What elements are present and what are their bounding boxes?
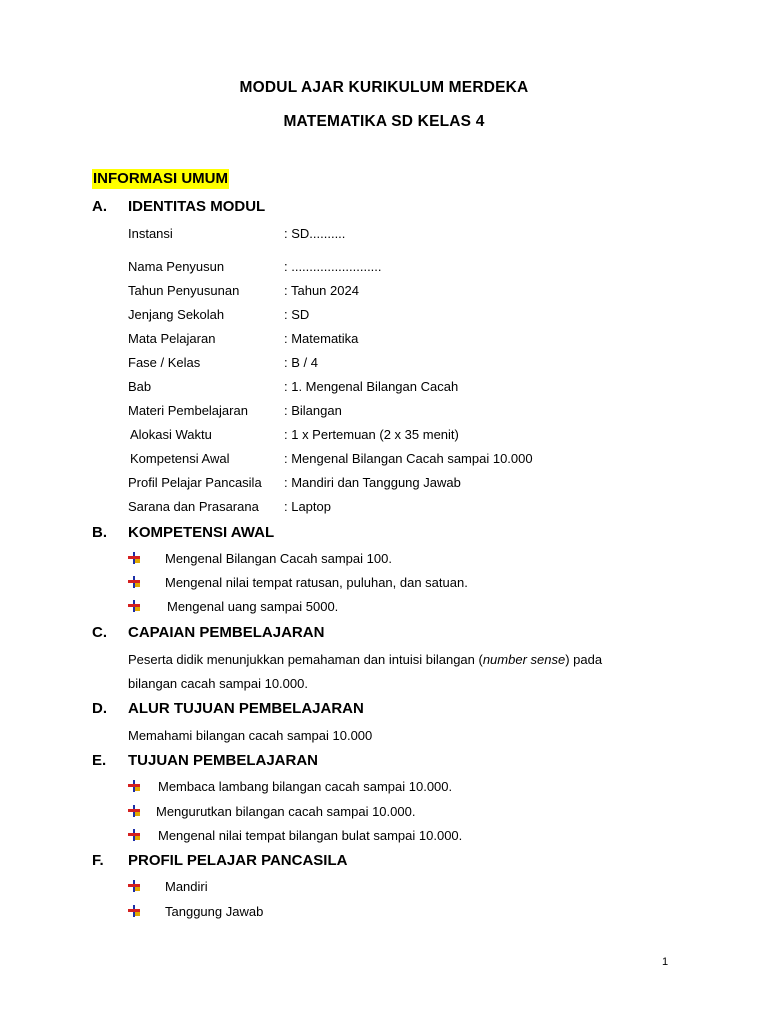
section-e-letter: E.	[92, 752, 107, 769]
identitas-value: : Laptop	[284, 499, 331, 514]
list-item: Membaca lambang bilangan cacah sampai 10.000.	[158, 779, 453, 794]
flag-bullet-icon	[128, 552, 140, 564]
identitas-value: : Bilangan	[284, 403, 342, 418]
section-b-title: KOMPETENSI AWAL	[128, 524, 275, 541]
identitas-value: : 1 x Pertemuan (2 x 35 menit)	[284, 427, 459, 442]
identitas-value: : SD..........	[284, 226, 346, 241]
identitas-label: Tahun Penyusunan	[128, 283, 240, 298]
identitas-value: : 1. Mengenal Bilangan Cacah	[284, 379, 459, 394]
capaian-emphasis: number sense	[482, 652, 566, 667]
section-d-letter: D.	[92, 700, 107, 717]
flag-bullet-icon	[128, 805, 140, 817]
identitas-label: Materi Pembelajaran	[128, 403, 248, 418]
identitas-value: : .........................	[284, 259, 382, 274]
list-item: Mandiri	[165, 879, 208, 894]
identitas-label: Fase / Kelas	[128, 355, 201, 370]
list-item: Mengenal nilai tempat bilangan bulat sampai 10.000.	[158, 828, 463, 843]
identitas-value: : Tahun 2024	[284, 283, 359, 298]
identitas-label: Alokasi Waktu	[130, 427, 212, 442]
capaian-paragraph-line	[128, 652, 602, 667]
document-title: MODUL AJAR KURIKULUM MERDEKA	[239, 79, 529, 96]
document-subtitle: MATEMATIKA SD KELAS 4	[283, 113, 485, 130]
identitas-label: Instansi	[128, 226, 173, 241]
capaian-text: ) pada	[565, 652, 603, 667]
list-item: Mengurutkan bilangan cacah sampai 10.000.	[156, 804, 416, 819]
identitas-label: Sarana dan Prasarana	[128, 499, 259, 514]
flag-bullet-icon	[128, 829, 140, 841]
identitas-value: : Mengenal Bilangan Cacah sampai 10.000	[284, 451, 533, 466]
capaian-paragraph-line: bilangan cacah sampai 10.000.	[128, 676, 308, 691]
informasi-umum-heading: INFORMASI UMUM	[93, 170, 228, 187]
section-f-title: PROFIL PELAJAR PANCASILA	[128, 852, 348, 869]
flag-bullet-icon	[128, 600, 140, 612]
identitas-label: Jenjang Sekolah	[128, 307, 225, 322]
identitas-label: Kompetensi Awal	[130, 451, 230, 466]
list-item: Mengenal uang sampai 5000.	[167, 599, 339, 614]
identitas-label: Profil Pelajar Pancasila	[128, 475, 262, 490]
list-item: Tanggung Jawab	[165, 904, 264, 919]
flag-bullet-icon	[128, 780, 140, 792]
identitas-value: : Matematika	[284, 331, 359, 346]
section-e-title: TUJUAN PEMBELAJARAN	[128, 752, 319, 769]
flag-bullet-icon	[128, 880, 140, 892]
section-a-title: IDENTITAS MODUL	[128, 198, 266, 215]
page-number: 1	[662, 956, 669, 968]
list-item: Mengenal nilai tempat ratusan, puluhan, dan satuan.	[165, 575, 468, 590]
list-item: Mengenal Bilangan Cacah sampai 100.	[165, 551, 392, 566]
capaian-text: Peserta didik menunjukkan pemahaman dan intuisi bilangan (	[128, 652, 483, 667]
identitas-label: Nama Penyusun	[128, 259, 225, 274]
section-c-title: CAPAIAN PEMBELAJARAN	[128, 624, 325, 641]
alur-text: Memahami bilangan cacah sampai 10.000	[128, 728, 373, 743]
section-c-letter: C.	[92, 624, 107, 641]
section-b-letter: B.	[92, 524, 107, 541]
section-d-title: ALUR TUJUAN PEMBELAJARAN	[128, 700, 364, 717]
flag-bullet-icon	[128, 905, 140, 917]
section-f-letter: F.	[92, 852, 104, 869]
identitas-value: : B / 4	[284, 355, 318, 370]
identitas-label: Mata Pelajaran	[128, 331, 216, 346]
flag-bullet-icon	[128, 576, 140, 588]
identitas-label: Bab	[128, 379, 152, 394]
identitas-value: : Mandiri dan Tanggung Jawab	[284, 475, 461, 490]
section-a-letter: A.	[92, 198, 107, 215]
identitas-value: : SD	[284, 307, 310, 322]
